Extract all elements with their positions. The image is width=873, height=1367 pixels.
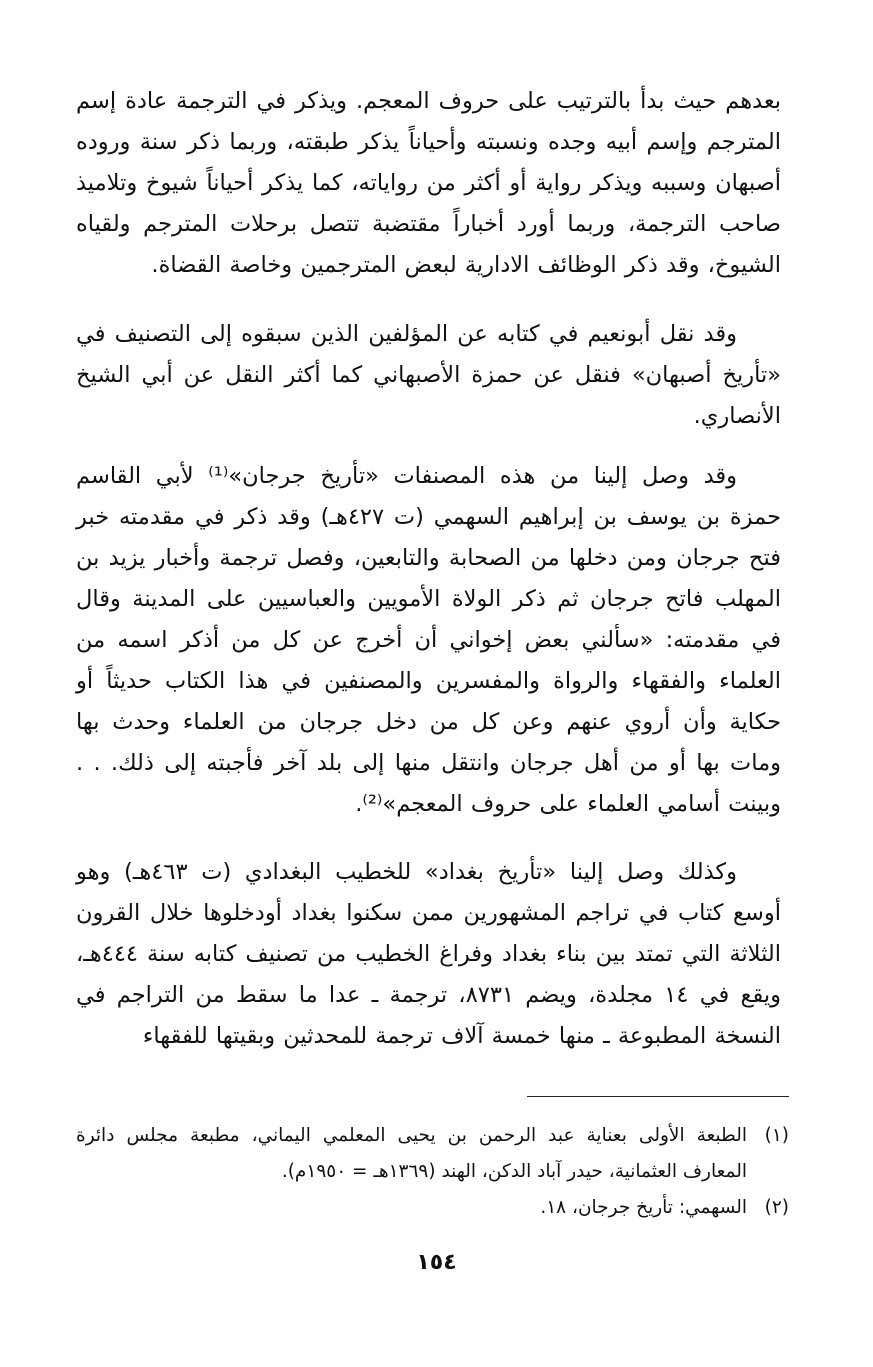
body-paragraph-1: بعدهم حيث بدأ بالترتيب على حروف المعجم. ويذكر في الترجمة عادة إسم المترجم وإسم أبيه وجده ونسبته وأحياناً يذكر طبقته، وربما ذكر سنة وروده أصبهان وسببه ويذكر رواية أو أكثر من رواياته، كما يذكر أحياناً شيوخ وتلاميذ صاحب الترجمة، وربما أورد أخباراً مقتضبة تتصل برحلات المترجم ولقياه الشيوخ، وقد ذكر الوظائف الادارية لبعض المترجمين وخاصة القضاة.	[76, 88, 781, 278]
footnotes	[76, 1118, 789, 1226]
body-paragraph-4: وكذلك وصل إلينا «تأريخ بغداد» للخطيب البغدادي (ت ٤٦٣هـ) وهو أوسع كتاب في تراجم المشهورين ممن سكنوا بغداد أودخلوها خلال القرون الثلاثة التي تمتد بين بناء بغداد وفراغ الخطيب من تصنيف كتابه سنة ٤٤٤هـ، ويقع في ١٤ مجلدة، ويضم ٨٧٣١، ترجمة ـ عدا ما سقط من التراجم في النسخة المطبوعة ـ منها خمسة آلاف ترجمة للمحدثين وبقيتها للفقهاء	[76, 859, 781, 1049]
footnote-number: (١)	[764, 1125, 789, 1146]
body-paragraph-2: وقد نقل أبونعيم في كتابه عن المؤلفين الذين سبقوه إلى التصنيف في «تأريخ أصبهان» فنقل عن حمزة الأصبهاني كما أكثر النقل عن أبي الشيخ الأنصاري.	[76, 321, 781, 429]
footnote-separator	[527, 1096, 789, 1097]
page-number: ١٥٤	[416, 1250, 457, 1275]
footnote-text: الطبعة الأولى بعناية عبد الرحمن بن يحيى المعلمي اليماني، مطبعة مجلس دائرة المعارف العثمانية، حيدر آباد الدكن، الهند (١٣٦٩هـ = ١٩٥٠م).	[76, 1125, 747, 1182]
footnote-number: (٢)	[764, 1197, 789, 1218]
body-paragraph-3: وقد وصل إلينا من هذه المصنفات «تأريخ جرجان»⁽¹⁾ لأبي القاسم حمزة بن يوسف بن إبراهيم السهمي (ت ٤٢٧هـ) وقد ذكر في مقدمته خبر فتح جرجان ومن دخلها من الصحابة والتابعين، وفصل ترجمة وأخبار يزيد بن المهلب فاتح جرجان ثم ذكر الولاة الأمويين والعباسيين على المدينة وقال في مقدمته: «سألني بعض إخواني أن أخرج عن كل من أذكر اسمه من العلماء والفقهاء والرواة والمفسرين والمصنفين في هذا الكتاب حديثاً أو حكاية وأن أروي عنهم وعن كل من دخل جرجان من العلماء وحدث بها ومات بها أو من أهل جرجان وانتقل منها إلى بلد آخر فأجبته إلى ذلك. . . وبينت أسامي العلماء على حروف المعجم»⁽²⁾.	[76, 463, 781, 817]
footnote-1	[76, 1118, 789, 1190]
footnote-text: السهمي: تأريخ جرجان، ١٨.	[540, 1197, 747, 1218]
footnote-2	[76, 1190, 789, 1226]
